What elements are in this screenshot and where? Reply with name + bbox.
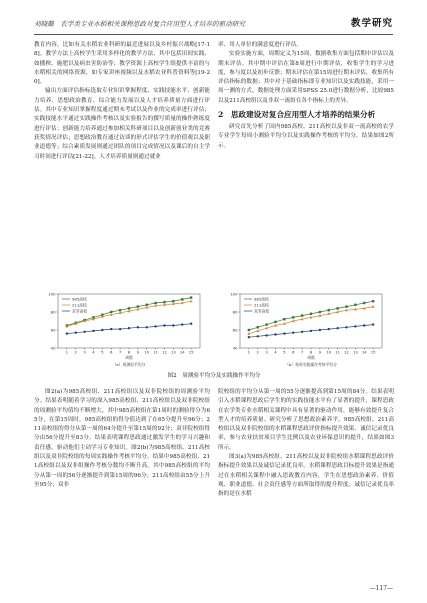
y-tick-label: 40 xyxy=(232,345,238,351)
data-point xyxy=(310,330,312,332)
data-point xyxy=(345,305,347,307)
paragraph: 图3(a)为985高校组、211高校以及双非院校组水稻课程思政评价指标提升效果以及诚信记录优良率。水稻课程思政目标提升效果是指通过在水稻相关课程中融入思政教育内容，学生在思想政治素养、价值观、职业道德、社会责任感等方面所取得的提升程度；诚信记录优良率指的是在水稻 xyxy=(218,454,394,498)
data-point xyxy=(92,330,94,332)
x-tick-label: 14 xyxy=(361,349,367,355)
x-tick-label: 4 xyxy=(274,349,277,355)
data-point xyxy=(372,300,374,302)
paragraph: 实验实施方面，周期定义为15周，数据收集方面包括期中评估以及期末评估。其中期中评估在第8周进行中期评估，收集学生的学习进度，参与度以及初步反馈；期末评估在第15周进行期末评估，收集所有评估指标的数据；其中对于基础指标即专业知识以及实践技能，采用一周一测的方式。数据处理方面采用SPSS 25.0进行数据分析，比较985以及211高校组以及非双一流组在各个指标上的差异。 xyxy=(218,51,394,104)
figure-2 xyxy=(34,288,394,384)
x-tick-label: 5 xyxy=(283,349,286,355)
x-tick-label: 13 xyxy=(170,349,176,355)
paragraph: 率、用人单位的满意度进行评估。 xyxy=(218,42,302,48)
data-point xyxy=(265,334,267,336)
column-bottom-right xyxy=(218,388,394,580)
data-point xyxy=(257,326,259,328)
figure-caption: 图2 周测验平均分及实践操作平均分 xyxy=(167,373,261,379)
legend-label: 985高校 xyxy=(254,296,269,302)
data-point xyxy=(265,323,267,325)
x-tick-label: 6 xyxy=(110,349,113,355)
data-point xyxy=(110,328,112,330)
x-axis-label: 周数 xyxy=(307,355,315,360)
data-point xyxy=(274,333,276,335)
y-tick-label: 40 xyxy=(50,345,56,351)
data-point xyxy=(248,336,250,338)
x-axis-label: 周数 xyxy=(125,355,133,360)
x-tick-label: 2 xyxy=(74,349,77,355)
column-top-left xyxy=(34,41,210,285)
data-point xyxy=(75,332,77,334)
x-tick-label: 13 xyxy=(352,349,358,355)
y-tick-label: 80 xyxy=(232,309,238,315)
x-tick-label: 5 xyxy=(101,349,104,355)
data-point xyxy=(336,327,338,329)
paragraph: 院校组的平均分从第一周的55分逐渐提高到第15周的84分。结果表明引入水稻课程思政后学生的的实践技能水平有了显著的提升，课程思政在农学类专业水稻相关课程中具有显著的驱动作用，能够有效提升复合型人才的培养质量。研究分析了思想政治素养平，985高校组、211高校组以及双非院校组的水稻课程思政评价指标提升效果、诚信记录优良率，参与农业扶贫项目学生比例以及农业环保意识的提升，结果如图3所示。 xyxy=(218,389,394,451)
data-point xyxy=(154,302,156,304)
x-tick-label: 8 xyxy=(127,349,131,355)
data-point xyxy=(181,298,183,300)
x-tick-label: 7 xyxy=(300,349,304,355)
data-point xyxy=(283,332,285,334)
data-point xyxy=(274,321,276,323)
data-point xyxy=(137,305,139,307)
legend-label: 985高校 xyxy=(72,296,87,302)
data-point xyxy=(345,326,347,328)
data-point xyxy=(128,327,130,329)
x-tick-label: 7 xyxy=(118,349,122,355)
y-tick-label: 100 xyxy=(48,291,56,297)
data-point xyxy=(146,304,148,306)
data-point xyxy=(301,314,303,316)
section-label: 教学研究 xyxy=(350,18,393,29)
paragraph: 教育内容，比如有关水稻农业科研的最近进展以及乡村振兴战略[17-18]。教学方法上高校学生采用多样化的教学方法，其中包括田间实践、如播秧、施肥以及病虫害防治等；教学资源上高校学生组提供丰富的与水稻相关的网络资源，如专家讲座视频以及水稻农业科普资料等[19-20]。 xyxy=(34,42,210,86)
data-point xyxy=(101,329,103,331)
data-point xyxy=(363,302,365,304)
x-tick-label: 10 xyxy=(326,349,332,355)
data-point xyxy=(354,304,356,306)
data-point xyxy=(328,309,330,311)
x-tick-label: 2 xyxy=(256,349,259,355)
data-point xyxy=(110,311,112,313)
x-tick-label: 11 xyxy=(153,349,159,355)
page-number: —117— xyxy=(369,585,393,592)
paragraph: 研究首先分析了国内985高校、211高校以及非双一流高校的农学专业学生每周小测验平均分以及实践操作考核的平均分，结果如图2所示。 xyxy=(218,124,394,149)
x-tick-label: 3 xyxy=(83,349,86,355)
data-point xyxy=(83,331,85,333)
x-tick-label: 4 xyxy=(92,349,95,355)
x-tick-label: 12 xyxy=(162,349,167,355)
legend-label: 211高校 xyxy=(254,302,269,308)
data-point xyxy=(181,323,183,325)
data-point xyxy=(354,325,356,327)
x-tick-label: 11 xyxy=(335,349,341,355)
paragraph: 输出方面评估指标选取专业知识掌握程度、实践技能水平、创新能力培养、思想政治教育、综合能力发展以及人才培养质量方面进行评估。其中专业知识掌握程度通过期末考试以及作业的完成率进行评估；实践技能水平通过实践操作考核以及实验报告的撰写质量的操作熟练度进行评估；创新能力培养通过参加相关科研项目以及创新创业类的竞赛获奖情况评估；思想政治教育通过访谈的形式评估学生的价值观以及职业道德等；综合素质发展则通过团队的项目完成情况以及课后的自主学习时间进行评估[21-22]。人才培养质量则通过就业 xyxy=(34,88,210,160)
data-point xyxy=(163,324,165,326)
subfigure-label: （b）每周实践操作考核平均分 xyxy=(285,362,337,367)
data-point xyxy=(154,325,156,327)
x-tick-label: 8 xyxy=(309,349,313,355)
data-point xyxy=(301,331,303,333)
legend-label: 双非高校 xyxy=(254,308,270,314)
data-point xyxy=(190,296,192,298)
x-tick-label: 15 xyxy=(188,349,194,355)
paragraph: 图2(a)为985高校组、211高校组以及双非院校组的周测验平均分。结果表明随着学习的深入985高校组、211高校组以及双非院校组的周测验平均值均不断增大。其中985高校组在第1周时的测验得分为65分，在第15周时，985高校组的得分值达到了在65分提升至96分；211高校组的得分从第一周的64分提升至第15周的92分；双非院校组得分由56分提升至83分。结果表明课程思政通过激发学生的学习兴趣和责任感，驱动他们主动学习专业知识。图2(b)为985高校组、211高校组以及双非院校组的每周实践操作考核平均分。结果中985高校组、211高校组以及双非组操作考核分数均不断升高。其中985高校组的平均分从第一周的56分逐渐提升到第15周的96分；211高校组由55分上升至95分；双非 xyxy=(34,389,210,488)
data-point xyxy=(336,307,338,309)
x-tick-label: 3 xyxy=(265,349,268,355)
x-tick-label: 12 xyxy=(344,349,349,355)
data-point xyxy=(292,316,294,318)
data-point xyxy=(66,332,68,334)
legend-label: 双非高校 xyxy=(72,308,88,314)
subfigure-label: （a）周测验平均分 xyxy=(112,362,146,367)
section-heading: 2 思政建设对复合应用型人才培养的结果分析 xyxy=(218,110,376,120)
data-point xyxy=(137,326,139,328)
x-tick-label: 9 xyxy=(136,349,140,355)
data-point xyxy=(190,323,192,325)
data-point xyxy=(319,311,321,313)
y-tick-label: 100 xyxy=(230,291,238,297)
data-point xyxy=(163,301,165,303)
data-point xyxy=(319,329,321,331)
data-point xyxy=(372,305,375,308)
data-point xyxy=(190,300,193,303)
column-bottom-left xyxy=(34,388,210,580)
data-point xyxy=(372,323,374,325)
y-tick-label: 80 xyxy=(50,309,56,315)
data-point xyxy=(328,328,330,330)
data-point xyxy=(363,324,365,326)
y-tick-label: 60 xyxy=(232,327,238,333)
x-tick-label: 10 xyxy=(144,349,150,355)
x-tick-label: 9 xyxy=(318,349,322,355)
x-tick-label: 15 xyxy=(370,349,376,355)
data-point xyxy=(292,332,294,334)
x-tick-label: 1 xyxy=(65,349,69,355)
legend-label: 211高校 xyxy=(72,302,87,308)
x-tick-label: 14 xyxy=(179,349,185,355)
running-header xyxy=(34,14,393,35)
data-point xyxy=(172,324,174,326)
data-point xyxy=(119,328,121,330)
y-tick-label: 60 xyxy=(50,327,56,333)
data-point xyxy=(257,335,259,337)
data-point xyxy=(248,329,250,331)
column-top-right xyxy=(218,41,394,285)
data-point xyxy=(128,307,130,309)
chart-weekly-quiz-average xyxy=(42,288,212,368)
data-point xyxy=(172,300,174,302)
data-point xyxy=(119,309,121,311)
data-point xyxy=(283,318,285,320)
x-tick-label: 1 xyxy=(247,349,251,355)
data-point xyxy=(146,326,148,328)
x-tick-label: 6 xyxy=(292,349,295,355)
data-point xyxy=(310,313,312,315)
chart-weekly-practice-average xyxy=(224,288,394,368)
running-header-author-title: 刘晓璐 农学类专业水稻相关课程思政对复合应用型人才培养的驱动研究 xyxy=(34,20,245,28)
